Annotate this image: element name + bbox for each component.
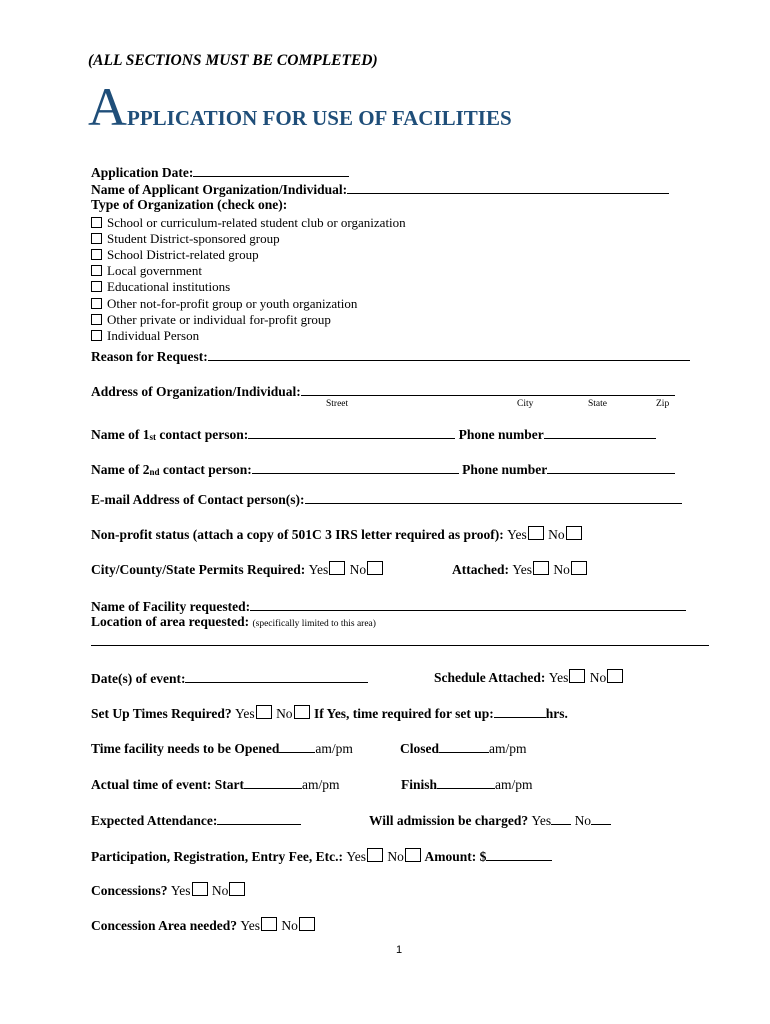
page-number: 1 xyxy=(396,944,403,956)
concession-area-label: Concession Area needed? xyxy=(91,918,238,933)
address-label: Address of Organization/Individual: xyxy=(91,384,301,399)
org-option-label: Educational institutions xyxy=(107,279,231,294)
address-field[interactable] xyxy=(301,382,675,396)
participation-label: Participation, Registration, Entry Fee, Etc.: xyxy=(91,849,343,864)
no-label: No xyxy=(387,849,404,864)
contact2-label: Name of 2 xyxy=(91,462,150,477)
checkbox[interactable] xyxy=(91,217,102,228)
concessions-no-checkbox[interactable] xyxy=(229,882,245,896)
concession-area-yes-checkbox[interactable] xyxy=(261,917,277,931)
attendance-field[interactable] xyxy=(217,811,301,825)
contact2-ordinal: nd xyxy=(149,467,160,477)
concessions-label: Concessions? xyxy=(91,883,168,898)
open-time-row xyxy=(91,739,353,757)
ampm-label: am/pm xyxy=(315,741,353,756)
attached-yes-checkbox[interactable] xyxy=(533,561,549,575)
org-option-label: Other not-for-profit group or youth organization xyxy=(107,296,358,311)
yes-label: Yes xyxy=(308,562,329,577)
street-caption: Street xyxy=(326,399,349,409)
amount-label: Amount: $ xyxy=(424,849,487,864)
org-option-label: Other private or individual for-profit group xyxy=(107,312,331,327)
checkbox[interactable] xyxy=(91,298,102,309)
setup-no-checkbox[interactable] xyxy=(294,705,310,719)
concessions-yes-checkbox[interactable] xyxy=(192,882,208,896)
contact1-phone-label: Phone number xyxy=(458,427,544,442)
closed-time-field[interactable] xyxy=(439,739,489,753)
open-time-label: Time facility needs to be Opened xyxy=(91,741,280,756)
address-row xyxy=(91,382,675,400)
participation-yes-checkbox[interactable] xyxy=(367,848,383,862)
attendance-label: Expected Attendance: xyxy=(91,813,218,828)
event-dates-row xyxy=(91,669,368,687)
open-time-field[interactable] xyxy=(279,739,315,753)
checkbox[interactable] xyxy=(91,233,102,244)
closed-time-row xyxy=(400,739,527,757)
org-option[interactable] xyxy=(91,215,406,231)
org-option[interactable] xyxy=(91,231,280,247)
yes-label: Yes xyxy=(548,670,569,685)
finish-time-row xyxy=(401,775,533,793)
org-option[interactable] xyxy=(91,263,202,279)
no-label: No xyxy=(349,562,367,577)
permits-yes-checkbox[interactable] xyxy=(329,561,345,575)
nonprofit-no-checkbox[interactable] xyxy=(566,526,582,540)
application-date-row xyxy=(91,163,349,181)
location-note: (specifically limited to this area) xyxy=(252,619,376,629)
title-rest: PPLICATION FOR USE OF FACILITIES xyxy=(127,106,512,130)
participation-no-checkbox[interactable] xyxy=(405,848,421,862)
schedule-yes-checkbox[interactable] xyxy=(569,669,585,683)
yes-label: Yes xyxy=(531,813,552,828)
amount-field[interactable] xyxy=(486,847,552,861)
attached-no-checkbox[interactable] xyxy=(571,561,587,575)
permits-label: City/County/State Permits Required: xyxy=(91,562,306,577)
org-option-label: School or curriculum-related student club or organization xyxy=(107,215,406,230)
no-label: No xyxy=(574,813,592,828)
applicant-name-row xyxy=(91,180,669,198)
applicant-name-field[interactable] xyxy=(347,180,669,194)
setup-if-yes-label: If Yes, time required for set up: xyxy=(313,706,494,721)
org-option[interactable] xyxy=(91,247,259,263)
yes-label: Yes xyxy=(507,527,527,542)
checkbox[interactable] xyxy=(91,265,102,276)
yes-label: Yes xyxy=(346,849,366,864)
event-dates-field[interactable] xyxy=(185,669,368,683)
contact1-ordinal: st xyxy=(149,432,156,442)
yes-label: Yes xyxy=(170,883,191,898)
admission-yes-field[interactable] xyxy=(551,811,571,825)
org-option[interactable] xyxy=(91,279,230,295)
actual-time-row xyxy=(91,775,339,793)
checkbox[interactable] xyxy=(91,249,102,260)
contact1-phone-field[interactable] xyxy=(544,425,656,439)
applicant-name-label: Name of Applicant Organization/Individual: xyxy=(91,182,348,197)
nonprofit-row xyxy=(91,526,583,543)
contact1-label: Name of 1 xyxy=(91,427,150,442)
start-time-field[interactable] xyxy=(244,775,302,789)
email-row xyxy=(91,490,682,508)
participation-row xyxy=(91,847,552,865)
no-label: No xyxy=(211,883,229,898)
yes-label: Yes xyxy=(240,918,261,933)
reason-row xyxy=(91,347,690,365)
notice-text: (ALL SECTIONS MUST BE COMPLETED) xyxy=(88,52,378,69)
org-option-label: Local government xyxy=(107,263,202,278)
schedule-label: Schedule Attached: xyxy=(434,670,546,685)
location-label: Location of area requested: xyxy=(91,614,250,629)
reason-field[interactable] xyxy=(208,347,690,361)
application-date-field[interactable] xyxy=(193,163,349,177)
no-label: No xyxy=(276,706,293,721)
schedule-row xyxy=(434,669,624,686)
setup-unit: hrs. xyxy=(545,706,568,721)
org-option[interactable] xyxy=(91,328,199,344)
application-date-label: Application Date: xyxy=(91,165,194,180)
title-initial: A xyxy=(88,77,127,137)
facility-field[interactable] xyxy=(250,597,686,611)
setup-yes-checkbox[interactable] xyxy=(256,705,272,719)
setup-label: Set Up Times Required? xyxy=(91,706,232,721)
org-option-label: Student District-sponsored group xyxy=(107,231,280,246)
ampm-label: am/pm xyxy=(301,777,340,792)
nonprofit-yes-checkbox[interactable] xyxy=(528,526,544,540)
attached-row xyxy=(452,561,588,578)
org-option-label: School District-related group xyxy=(107,247,259,262)
contact2-field[interactable] xyxy=(252,460,459,474)
no-label: No xyxy=(281,918,298,933)
closed-label: Closed xyxy=(400,741,440,756)
email-field[interactable] xyxy=(305,490,682,504)
no-label: No xyxy=(548,527,565,542)
setup-row xyxy=(91,704,568,722)
contact2-label-end: contact person: xyxy=(159,462,252,477)
contact1-field[interactable] xyxy=(248,425,455,439)
zip-caption: Zip xyxy=(656,399,670,409)
facility-row xyxy=(91,597,686,615)
email-label: E-mail Address of Contact person(s): xyxy=(91,492,305,507)
checkbox[interactable] xyxy=(91,281,102,292)
attached-label: Attached: xyxy=(452,562,509,577)
permits-no-checkbox[interactable] xyxy=(367,561,383,575)
ampm-label: am/pm xyxy=(495,777,533,792)
state-caption: State xyxy=(588,399,607,409)
facility-label: Name of Facility requested: xyxy=(91,599,251,614)
city-caption: City xyxy=(517,399,534,409)
checkbox[interactable] xyxy=(91,314,102,325)
reason-label: Reason for Request: xyxy=(91,349,208,364)
org-option[interactable] xyxy=(91,312,331,328)
org-option-label: Individual Person xyxy=(107,328,200,343)
schedule-no-checkbox[interactable] xyxy=(607,669,623,683)
concessions-row xyxy=(91,882,246,899)
concession-area-no-checkbox[interactable] xyxy=(299,917,315,931)
admission-row xyxy=(369,811,611,829)
concession-area-row xyxy=(91,917,316,934)
contact2-phone-label: Phone number xyxy=(462,462,548,477)
contact1-row xyxy=(91,425,656,445)
location-row xyxy=(91,614,376,632)
permits-row xyxy=(91,561,384,578)
contact1-label-end: contact person: xyxy=(155,427,249,442)
finish-label: Finish xyxy=(401,777,438,792)
finish-time-field[interactable] xyxy=(437,775,495,789)
checkbox[interactable] xyxy=(91,330,102,341)
admission-label: Will admission be charged? xyxy=(369,813,529,828)
admission-no-field[interactable] xyxy=(591,811,611,825)
contact2-phone-field[interactable] xyxy=(547,460,675,474)
contact2-row xyxy=(91,460,675,480)
no-label: No xyxy=(553,562,570,577)
org-type-label: Type of Organization (check one): xyxy=(91,197,288,212)
location-field[interactable] xyxy=(91,645,709,646)
nonprofit-label: Non-profit status (attach a copy of 501C 3 IRS letter required as proof): xyxy=(91,527,504,542)
form-title xyxy=(88,77,512,137)
org-option[interactable] xyxy=(91,296,357,312)
start-label: Actual time of event: Start xyxy=(91,777,244,792)
ampm-label: am/pm xyxy=(489,741,527,756)
event-dates-label: Date(s) of event: xyxy=(91,671,186,686)
yes-label: Yes xyxy=(235,706,255,721)
attendance-row xyxy=(91,811,301,829)
yes-label: Yes xyxy=(512,562,533,577)
no-label: No xyxy=(589,670,607,685)
setup-hours-field[interactable] xyxy=(494,704,546,718)
